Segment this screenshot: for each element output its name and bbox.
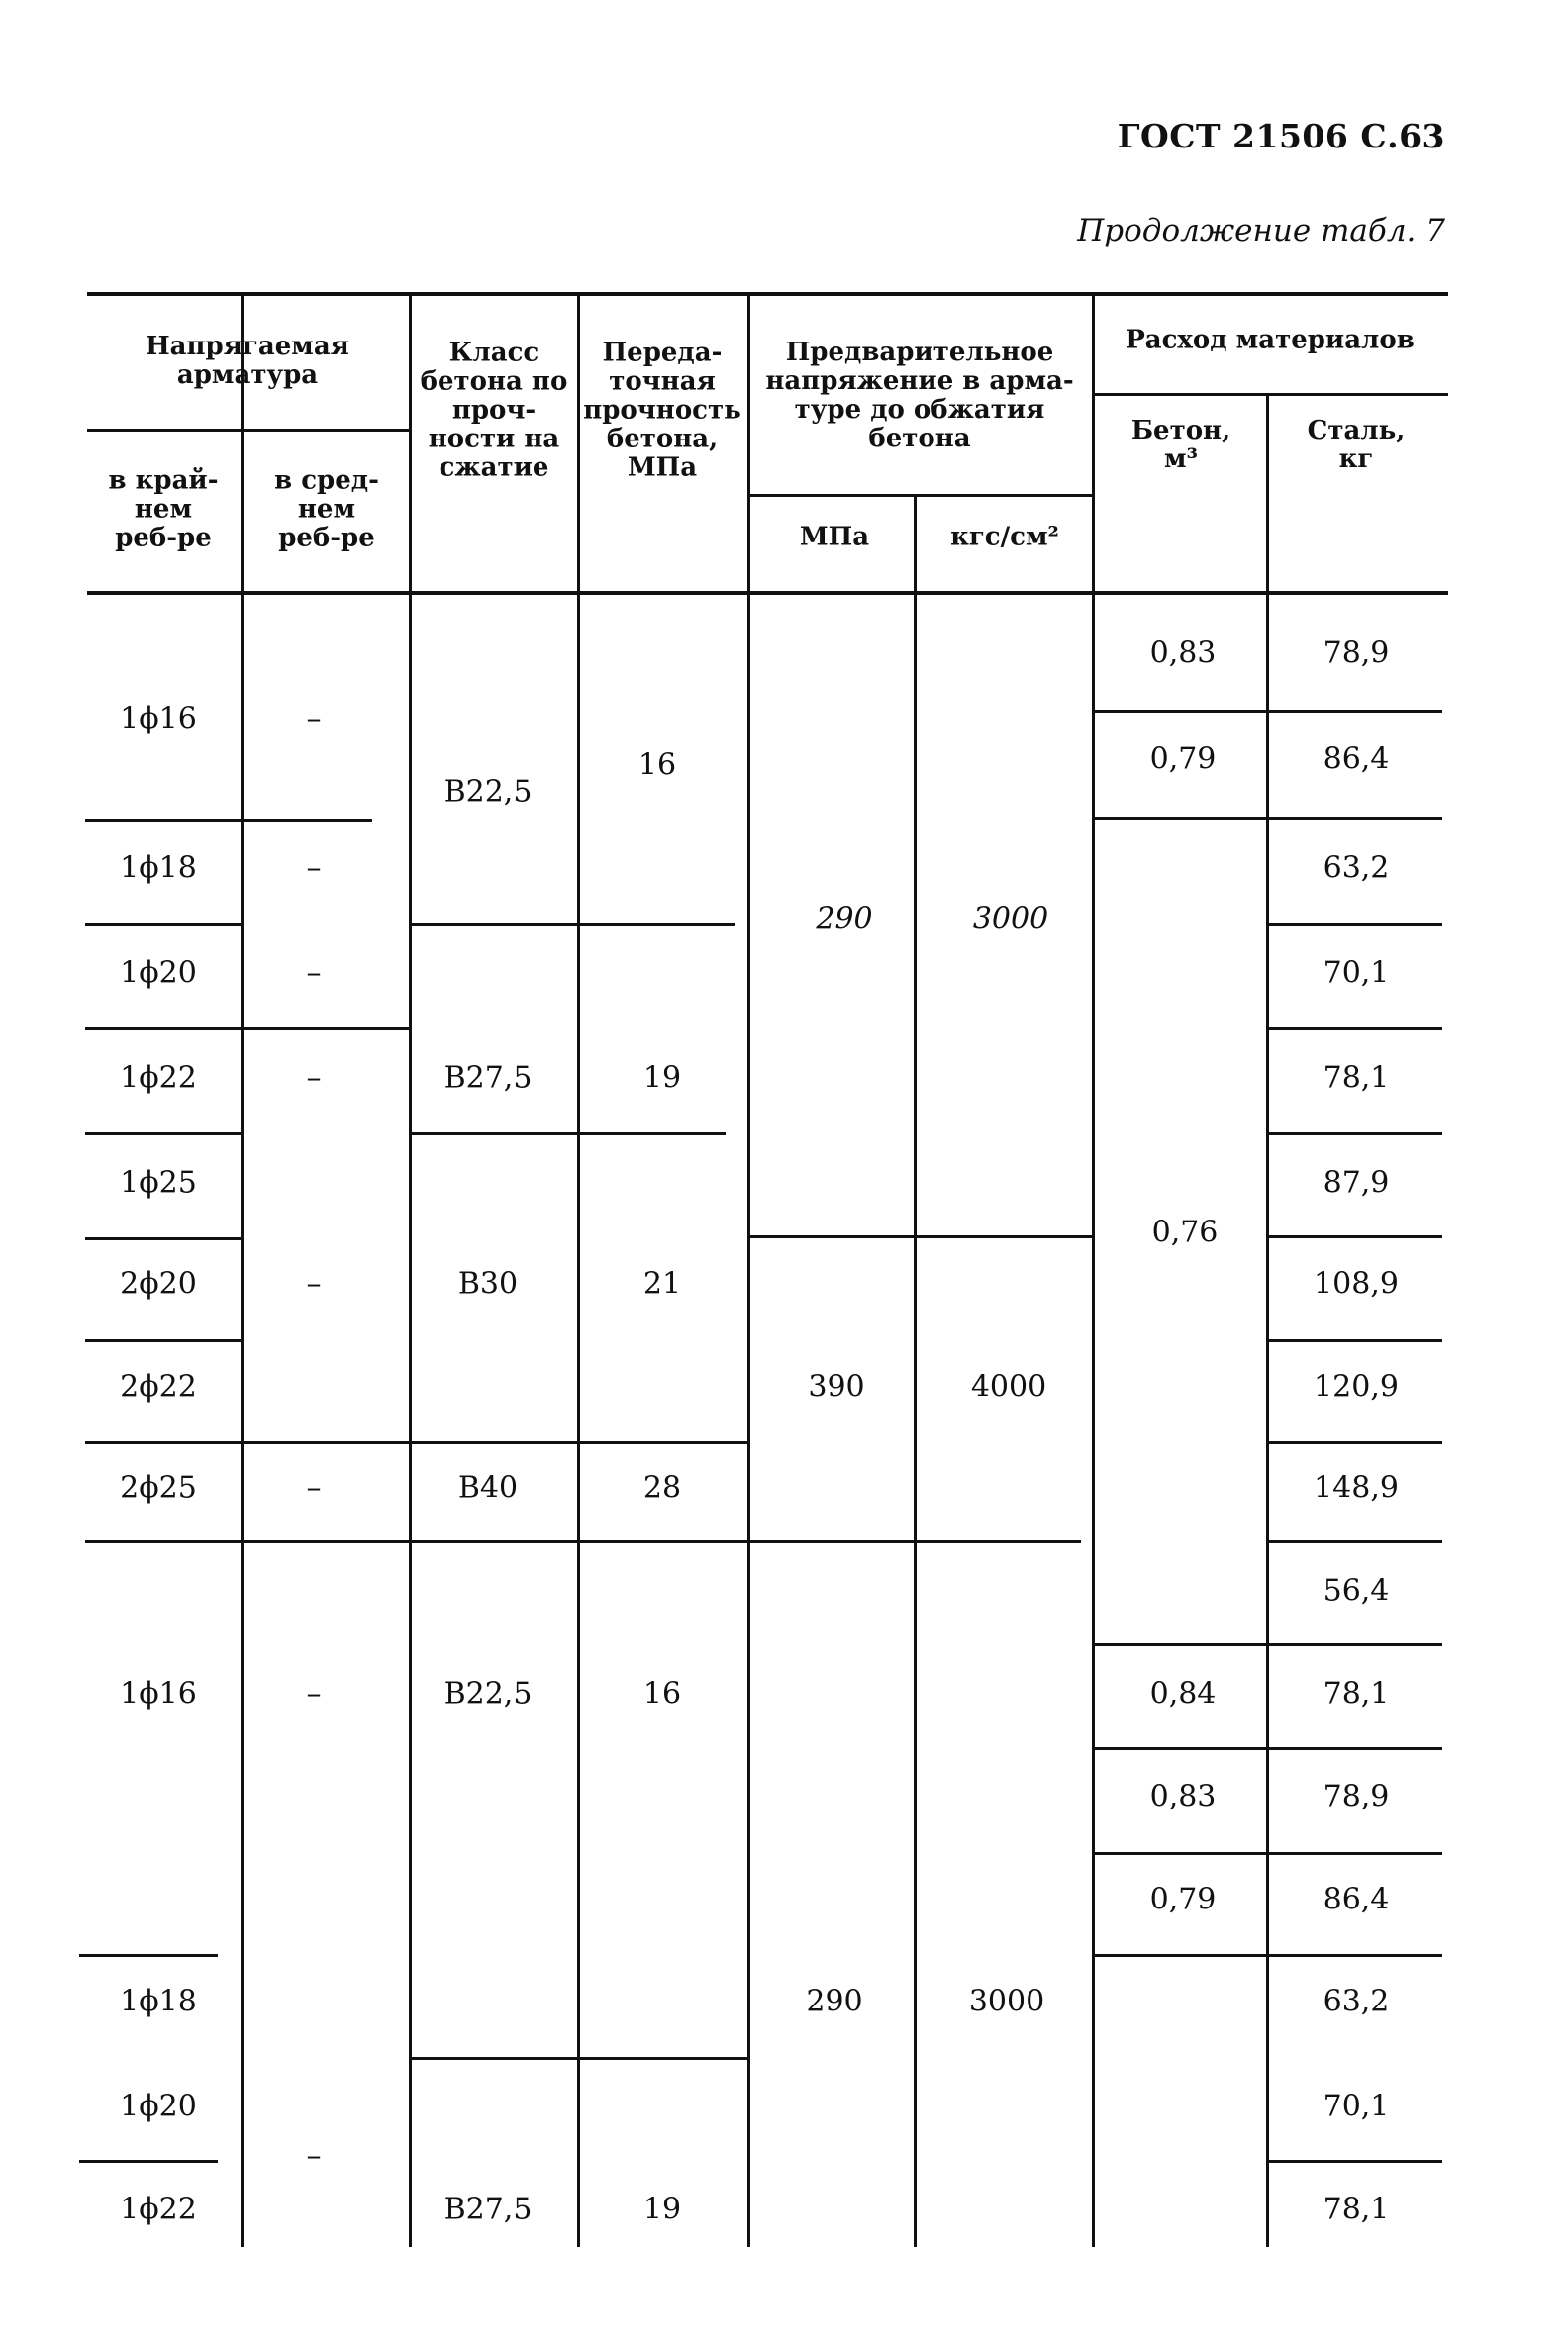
steel-kg-cell: 86,4 xyxy=(1323,1882,1390,1917)
header-edge-rib: в край-нем реб-ре xyxy=(108,465,219,553)
header-transfer-strength: Переда-точная прочность бетона, МПа xyxy=(583,338,741,483)
header-concrete-m3: Бетон, м³ xyxy=(1130,416,1231,474)
edge-rib-cell: 1ϕ25 xyxy=(120,1165,197,1201)
steel-kg-cell: 108,9 xyxy=(1314,1266,1399,1302)
rule xyxy=(79,2160,218,2163)
header-materials: Расход материалов xyxy=(1126,325,1415,355)
rule xyxy=(1095,1954,1266,1957)
rule xyxy=(1269,1643,1442,1646)
rule xyxy=(1095,1643,1266,1646)
prestress-mpa-cell: 290 xyxy=(806,1984,863,2019)
header-steel-kg: Сталь, кг xyxy=(1307,416,1406,474)
edge-rib-cell: 1ϕ22 xyxy=(120,2192,197,2227)
concrete-m3-cell: 0,79 xyxy=(1149,1882,1217,1917)
steel-kg-cell: 86,4 xyxy=(1323,741,1390,777)
steel-kg-cell: 63,2 xyxy=(1323,1984,1390,2019)
edge-rib-cell: 1ϕ20 xyxy=(120,955,197,991)
rule xyxy=(1269,1027,1442,1030)
middle-rib-cell: – xyxy=(306,1060,322,1096)
steel-kg-cell: 148,9 xyxy=(1314,1470,1399,1506)
transfer-strength-cell: 21 xyxy=(642,1266,682,1302)
concrete-class-cell: B27,5 xyxy=(443,2192,533,2227)
prestress-mpa-cell: 390 xyxy=(808,1369,865,1405)
rule xyxy=(1269,1132,1442,1135)
steel-kg-cell: 87,9 xyxy=(1323,1165,1390,1201)
transfer-strength-cell: 19 xyxy=(642,1060,682,1096)
rule xyxy=(1269,1441,1442,1444)
col-line xyxy=(409,292,412,2247)
rule xyxy=(1269,923,1442,926)
middle-rib-cell: – xyxy=(306,1470,322,1506)
rule xyxy=(87,429,410,432)
header-kgf: кгс/см² xyxy=(950,522,1059,552)
col-line xyxy=(914,494,917,2247)
header-mpa: МПа xyxy=(799,522,870,552)
edge-rib-cell: 1ϕ16 xyxy=(120,1676,197,1711)
steel-kg-cell: 78,1 xyxy=(1323,1676,1390,1711)
middle-rib-cell: – xyxy=(306,1266,322,1302)
rule xyxy=(85,1027,412,1030)
middle-rib-cell: – xyxy=(306,850,322,886)
rule xyxy=(85,819,372,822)
rule xyxy=(750,1235,1092,1238)
rule xyxy=(750,494,1093,497)
edge-rib-cell: 1ϕ16 xyxy=(120,701,197,736)
edge-rib-cell: 1ϕ20 xyxy=(120,2089,197,2124)
col-line xyxy=(747,292,750,2247)
rule xyxy=(1095,393,1448,396)
middle-rib-cell: – xyxy=(306,955,322,991)
steel-kg-cell: 70,1 xyxy=(1323,2089,1390,2124)
steel-kg-cell: 78,1 xyxy=(1323,1060,1390,1096)
steel-kg-cell: 63,2 xyxy=(1323,850,1390,886)
rule xyxy=(1269,1747,1442,1750)
edge-rib-cell: 2ϕ20 xyxy=(120,1266,197,1302)
concrete-m3-cell: 0,79 xyxy=(1149,741,1217,777)
prestress-kgf-cell: 4000 xyxy=(970,1369,1047,1405)
transfer-strength-cell: 16 xyxy=(637,747,677,783)
rule xyxy=(79,1954,218,1957)
concrete-class-cell: B22,5 xyxy=(443,774,533,810)
col-line xyxy=(577,292,580,2247)
edge-rib-cell: 1ϕ22 xyxy=(120,1060,197,1096)
transfer-strength-cell: 28 xyxy=(642,1470,682,1506)
rule xyxy=(1269,1852,1442,1855)
concrete-m3-cell: 0,83 xyxy=(1149,636,1217,671)
rule xyxy=(85,1540,1081,1543)
concrete-class-cell: B27,5 xyxy=(443,1060,533,1096)
concrete-m3-cell: 0,84 xyxy=(1149,1676,1217,1711)
rule xyxy=(409,1441,747,1444)
col-line xyxy=(241,292,244,2247)
concrete-class-cell: B22,5 xyxy=(443,1676,533,1711)
steel-kg-cell: 120,9 xyxy=(1314,1369,1399,1405)
gost-page-header: ГОСТ 21506 С.63 xyxy=(1117,117,1445,155)
transfer-strength-cell: 19 xyxy=(642,2192,682,2227)
steel-kg-cell: 78,1 xyxy=(1323,2192,1390,2227)
rule xyxy=(409,923,735,926)
steel-kg-cell: 78,9 xyxy=(1323,636,1390,671)
rule xyxy=(85,923,241,926)
rule xyxy=(409,1132,726,1135)
rule xyxy=(1269,817,1442,820)
rule xyxy=(85,1132,241,1135)
transfer-strength-cell: 16 xyxy=(642,1676,682,1711)
header-bottom-rule xyxy=(87,591,1448,595)
rule xyxy=(409,2057,747,2060)
edge-rib-cell: 2ϕ25 xyxy=(120,1470,197,1506)
header-prestress: Предварительное напряжение в арма-туре до обжатия бетона xyxy=(765,338,1074,453)
concrete-class-cell: B40 xyxy=(457,1470,519,1506)
rule xyxy=(1269,710,1442,713)
rule xyxy=(1269,1540,1442,1543)
concrete-m3-cell: 0,76 xyxy=(1151,1215,1219,1250)
header-concrete-class: Класс бетона по проч-ности на сжатие xyxy=(420,338,568,483)
edge-rib-cell: 1ϕ18 xyxy=(120,1984,197,2019)
rule xyxy=(85,1237,241,1240)
prestress-kgf-cell: 3000 xyxy=(968,1984,1045,2019)
steel-kg-cell: 56,4 xyxy=(1323,1573,1390,1609)
rule xyxy=(1095,817,1266,820)
header-armature: Напрягаемая арматура xyxy=(146,332,349,390)
rule xyxy=(1269,1339,1442,1342)
edge-rib-cell: 1ϕ18 xyxy=(120,850,197,886)
middle-rib-cell: – xyxy=(306,1676,322,1711)
edge-rib-cell: 2ϕ22 xyxy=(120,1369,197,1405)
rule xyxy=(1095,710,1266,713)
steel-kg-cell: 78,9 xyxy=(1323,1779,1390,1814)
rule xyxy=(1095,1747,1266,1750)
steel-kg-cell: 70,1 xyxy=(1323,955,1390,991)
rule xyxy=(1269,1235,1442,1238)
middle-rib-cell: – xyxy=(306,701,322,736)
rule xyxy=(85,1339,241,1342)
col-line xyxy=(1266,393,1269,2247)
prestress-kgf-cell: 3000 xyxy=(972,901,1049,936)
concrete-m3-cell: 0,83 xyxy=(1149,1779,1217,1814)
rule xyxy=(1095,1852,1266,1855)
rule xyxy=(1269,2160,1442,2163)
concrete-class-cell: B30 xyxy=(457,1266,519,1302)
rule xyxy=(85,1441,412,1444)
table-continuation-label: Продолжение табл. 7 xyxy=(1077,213,1445,248)
table-top-rule xyxy=(87,292,1448,296)
prestress-mpa-cell: 290 xyxy=(816,901,873,936)
header-middle-rib: в сред-нем реб-ре xyxy=(274,465,379,553)
rule xyxy=(1269,1954,1442,1957)
middle-rib-cell: – xyxy=(306,2138,322,2174)
